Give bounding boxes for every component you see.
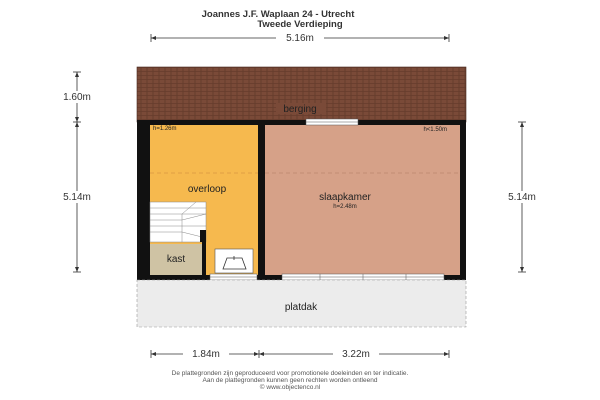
- bottom-dimensions: [151, 348, 449, 360]
- left-upper-height-label: 1.60m: [63, 92, 91, 103]
- footer-disclaimer-line2: Aan de plattegronden kunnen geen rechten worden ontleend: [202, 377, 378, 384]
- bottom-left-width-label: 1.84m: [192, 349, 220, 360]
- footer-disclaimer-line1: De plattegronden zijn geproduceerd voor promotionele doeleinden en ter indicatie.: [171, 370, 409, 377]
- platdak-label: platdak: [284, 302, 318, 313]
- left-dimensions: [58, 72, 96, 272]
- berging-label: berging: [283, 104, 317, 115]
- left-lower-height-label: 5.14m: [63, 192, 91, 203]
- kast-label: kast: [166, 254, 186, 265]
- footer-copyright: © www.objectenco.nl: [259, 384, 321, 391]
- address-title: Joannes J.F. Waplaan 24 - Utrecht: [201, 9, 355, 20]
- bottom-right-width-label: 3.22m: [342, 349, 370, 360]
- overloop-label: overloop: [187, 184, 227, 195]
- bottom-window: [282, 274, 444, 280]
- staircase: [150, 202, 206, 242]
- small-window: [210, 274, 257, 280]
- slaapkamer-ceiling-note: h<1.50m: [423, 127, 447, 133]
- top-width-label: 5.16m: [286, 33, 314, 44]
- right-height-label: 5.14m: [508, 192, 536, 203]
- slaapkamer-height-note: h=2.48m: [333, 204, 357, 210]
- floor-title: Tweede Verdieping: [257, 19, 343, 30]
- overloop-height-note: h=1.26m: [153, 126, 177, 132]
- slaapkamer-label: slaapkamer: [319, 192, 371, 203]
- top-window: [306, 119, 358, 125]
- right-dimension: [503, 122, 541, 272]
- top-width-dimension: [151, 32, 449, 44]
- washbasin-icon: [215, 249, 253, 273]
